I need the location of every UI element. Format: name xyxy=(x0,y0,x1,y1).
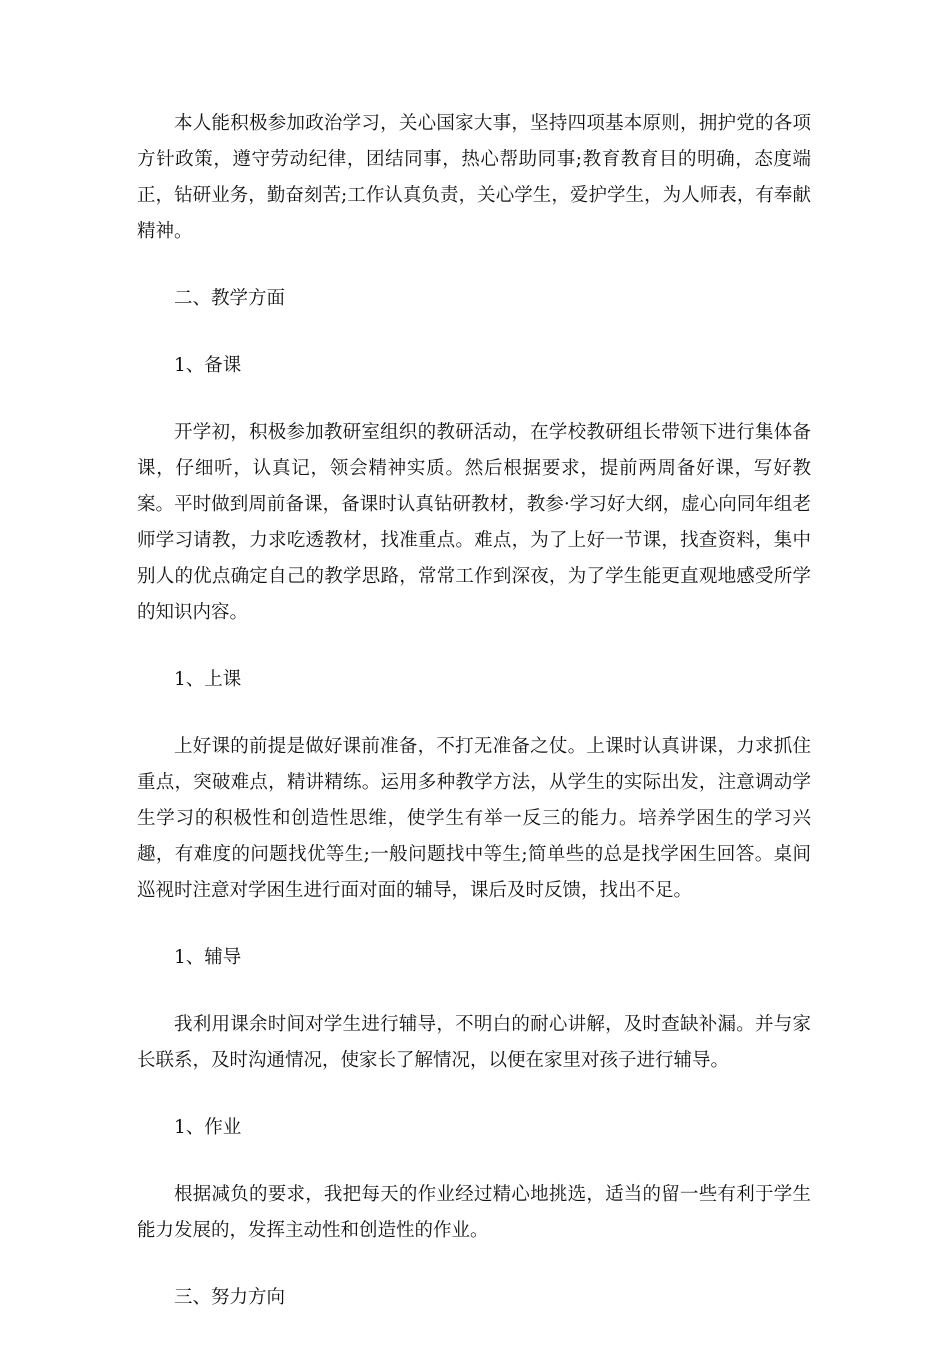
subheading-lesson-prep: 1、备课 xyxy=(174,355,242,376)
subheading-tutoring: 1、辅导 xyxy=(174,947,242,968)
paragraph-homework: 根据减负的要求，我把每天的作业经过精心地挑选，适当的留一些有利于学生能力发展的，发挥主动性和创造性的作业。 xyxy=(137,1184,811,1241)
section-heading-future-direction: 三、努力方向 xyxy=(174,1287,286,1308)
subheading-homework: 1、作业 xyxy=(174,1117,242,1138)
paragraph-tutoring: 我利用课余时间对学生进行辅导，不明白的耐心讲解，及时查缺补漏。并与家长联系，及时沟通情况，使家长了解情况，以便在家里对孩子进行辅导。 xyxy=(137,1014,811,1071)
paragraph-lesson-prep: 开学初，积极参加教研室组织的教研活动，在学校教研组长带领下进行集体备课，仔细听，认真记，领会精神实质。然后根据要求，提前两周备好课，写好教案。平时做到周前备课，备课时认真钻研教材，教参·学习好大纲，虚心向同年组老师学习请教，力求吃透教材，找准重点。难点，为了上好一节课，找查资料，集中别人的优点确定自己的教学思路，常常工作到深夜，为了学生能更直观地感受所学的知识内容。 xyxy=(137,422,811,623)
subheading-teaching-class: 1、上课 xyxy=(174,669,242,690)
paragraph-teaching-class: 上好课的前提是做好课前准备，不打无准备之仗。上课时认真讲课，力求抓住重点，突破难点，精讲精练。运用多种教学方法，从学生的实际出发，注意调动学生学习的积极性和创造性思维，使学生有举一反三的能力。培养学困生的学习兴趣，有难度的问题找优等生;一般问题找中等生;简单些的总是找学困生回答。桌间巡视时注意对学困生进行面对面的辅导，课后及时反馈，找出不足。 xyxy=(137,736,811,901)
paragraph-political-study: 本人能积极参加政治学习，关心国家大事，坚持四项基本原则，拥护党的各项方针政策，遵守劳动纪律，团结同事，热心帮助同事;教育教育目的明确，态度端正，钻研业务，勤奋刻苦;工作认真负责，关心学生，爱护学生，为人师表，有奉献精神。 xyxy=(137,113,811,242)
section-heading-teaching: 二、教学方面 xyxy=(174,288,286,309)
document-body xyxy=(137,106,811,1347)
